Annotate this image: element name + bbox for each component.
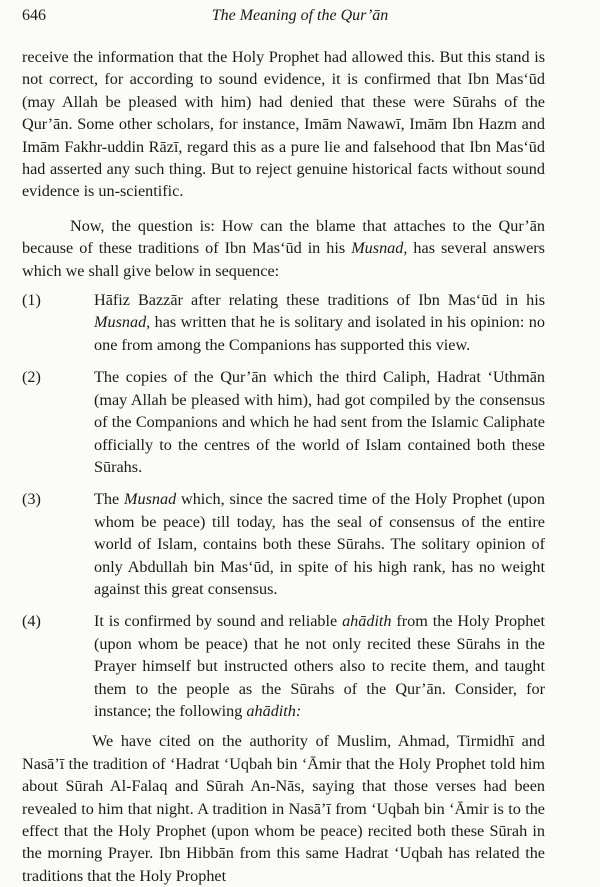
paragraph-1: receive the information that the Holy Prophet had allowed this. But this stand is not correct, for according to sound evidence, it is confirmed that Ibn Mas‘ūd (may Allah be pleased with him) had denied that these were Sūrahs of the Qur’ān. Some other scholars, for instance, Imām Nawawī, Imām Ibn Hazm and Imām Fakhr-uddin Rāzī, regard this as a pure lie and falsehood that Ibn Mas‘ūd had asserted any such thing. But to reject genuine historical facts without sound evidence is un-scientific. [22, 48, 545, 201]
page-number: 646 [22, 7, 46, 24]
paragraph-2-text-a: Now, the question is: How can the blame that attaches to the Qur’ān because of these traditions of Ibn Mas‘ūd in his [22, 216, 545, 258]
list-item-number: (4) [22, 612, 41, 631]
running-title: The Meaning of the Qur’ān [211, 7, 389, 24]
list-item-emphasis: Musnad, [94, 313, 151, 332]
list-item [22, 366, 545, 478]
paragraph-2-text-b: has several answers which we shall give below in sequence: [22, 239, 545, 280]
list-item-text-b: which, since the sacred time of the Holy Prophet (upon whom be peace) till today, has the seal of consensus of the entire world of Islam, contains both these Sūrahs. The solitary opinion of only Abdullah bin Mas‘ūd, in spite of his high rank, has no weight against this great consensus. [94, 490, 545, 598]
page-body [22, 46, 545, 887]
list-item-text-b: from the Holy Prophet (upon whom be peace) that he not only recited these Sūrahs in the Prayer himself but instructed others also to recite them, and taught them to the people as the Sūrahs of the Qur’ān. Consider, for instance; the following [94, 612, 545, 720]
list-item [22, 289, 545, 356]
list-item-number: (3) [22, 490, 41, 509]
paragraph-2-emphasis: Musnad, [351, 239, 408, 258]
list-item [22, 488, 545, 600]
list-item-text [94, 488, 545, 600]
list-item-text: The copies of the Qur’ān which the third Caliph, Hadrat ‘Uthmān (may Allah be pleased with him), had got compiled by the consensus of the Companions and which he had sent from the Islamic Caliphate officially to the centres of the world of Islam contained both these Sūrahs. [94, 368, 545, 476]
list-item-emphasis: Musnad [124, 490, 177, 509]
list-item-text [94, 610, 545, 722]
list-item-text [94, 289, 545, 356]
list-item-text-a: The [94, 490, 124, 509]
list-item-text-a: Hāfiz Bazzār after relating these traditions of Ibn Mas‘ūd in his [94, 291, 545, 310]
list-item-text-b: has written that he is solitary and isolated in his opinion: no one from among the Companions has supported this view. [94, 313, 545, 354]
list-item-number: (2) [22, 368, 41, 387]
list-item-emphasis-2: ahādith: [246, 701, 302, 720]
page-header [22, 7, 578, 33]
list-item-number: (1) [22, 291, 41, 310]
paragraph-3: We have cited on the authority of Muslim, Ahmad, Tirmidhī and Nasā’ī the tradition of ‘Hadrat ‘Uqbah bin ‘Āmir that the Holy Prophet told him about Sūrah Al-Falaq and Sūrah An-Nās, saying that those verses had been revealed to him that night. A tradition in Nasā’ī from ‘Uqbah bin ‘Āmir is to the effect that the Holy Prophet (upon whom be peace) recited both these Sūrah in the morning Prayer. Ibn Hibbān from this same Hadrat ‘Uqbah has related the traditions that the Holy Prophet [22, 732, 545, 885]
list-item [22, 610, 545, 722]
paragraph-2 [22, 215, 545, 282]
list-item-text-a: It is confirmed by sound and reliable [94, 612, 343, 631]
list-item-emphasis: ahādith [342, 612, 392, 631]
